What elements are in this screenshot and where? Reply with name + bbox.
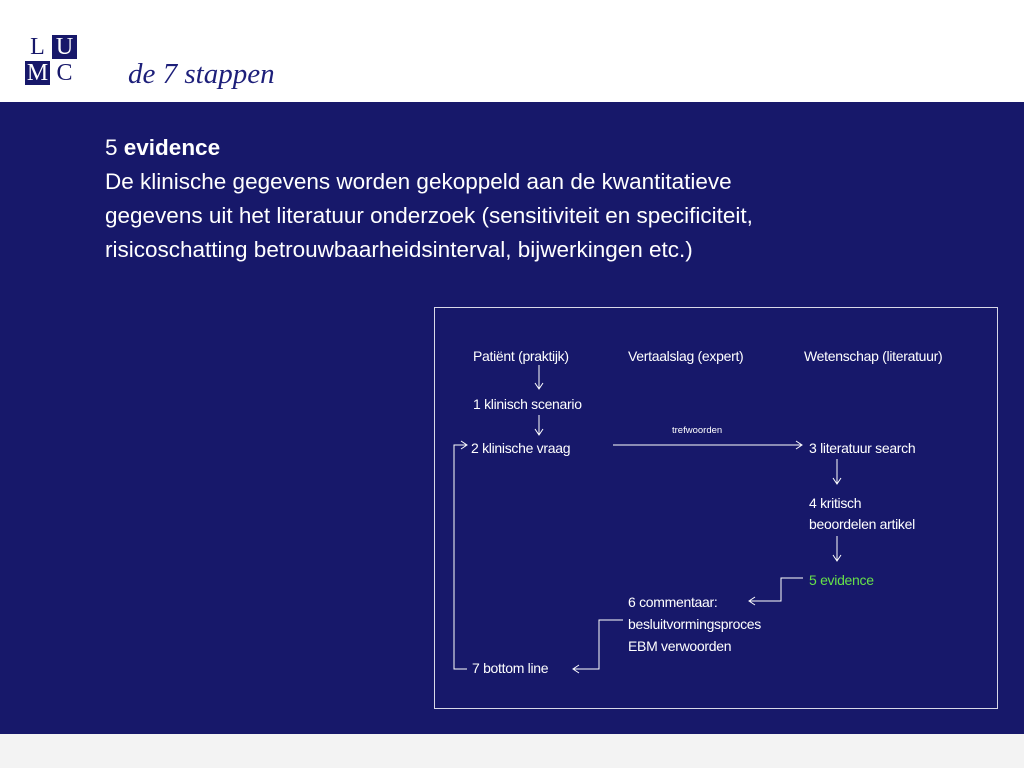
column-wetenschap: Wetenschap (literatuur) xyxy=(804,348,943,364)
lumc-logo xyxy=(25,35,79,87)
description-line-1: De klinische gegevens worden gekoppeld aan de kwantitatieve xyxy=(105,169,732,194)
logo-letter-m: M xyxy=(26,60,49,86)
description-line-3: risicoschatting betrouwbaarheidsinterval, bijwerkingen etc.) xyxy=(105,237,693,262)
step-6-label-line-2: besluitvormingsproces xyxy=(628,616,761,632)
step-7-label: 7 bottom line xyxy=(472,660,549,676)
slide-footer xyxy=(0,734,1024,768)
step-name: evidence xyxy=(123,135,221,160)
step-1-label: 1 klinisch scenario xyxy=(473,396,582,412)
step-number: 5 xyxy=(105,135,118,160)
logo-letter-c: C xyxy=(56,60,73,86)
column-patient: Patiënt (praktijk) xyxy=(473,348,569,364)
step-5-label: 5 evidence xyxy=(809,572,874,588)
step-3-label: 3 literatuur search xyxy=(809,440,916,456)
step-4-label-line-1: 4 kritisch xyxy=(809,495,862,511)
step-6-label-line-3: EBM verwoorden xyxy=(628,638,732,654)
arrow-6-to-7 xyxy=(574,620,623,669)
step-2-label: 2 klinische vraag xyxy=(471,440,571,456)
step-4-label-line-2: beoordelen artikel xyxy=(809,516,915,532)
arrow-7-loop-to-2 xyxy=(454,445,467,669)
column-vertaalslag: Vertaalslag (expert) xyxy=(628,348,744,364)
step-heading xyxy=(105,131,985,165)
logo-letter-l: L xyxy=(30,34,45,60)
trefwoorden-label: trefwoorden xyxy=(672,425,723,436)
seven-steps-diagram xyxy=(434,307,998,709)
arrow-5-to-6 xyxy=(750,578,803,601)
slide-body xyxy=(0,102,1024,734)
step-description xyxy=(105,131,985,267)
slide-title: de 7 stappen xyxy=(128,58,275,90)
slide-header xyxy=(0,0,1024,102)
description-line-2: gegevens uit het literatuur onderzoek (sensitiviteit en specificiteit, xyxy=(105,203,753,228)
step-6-label-line-1: 6 commentaar: xyxy=(628,594,718,610)
logo-letter-u: U xyxy=(52,35,77,59)
